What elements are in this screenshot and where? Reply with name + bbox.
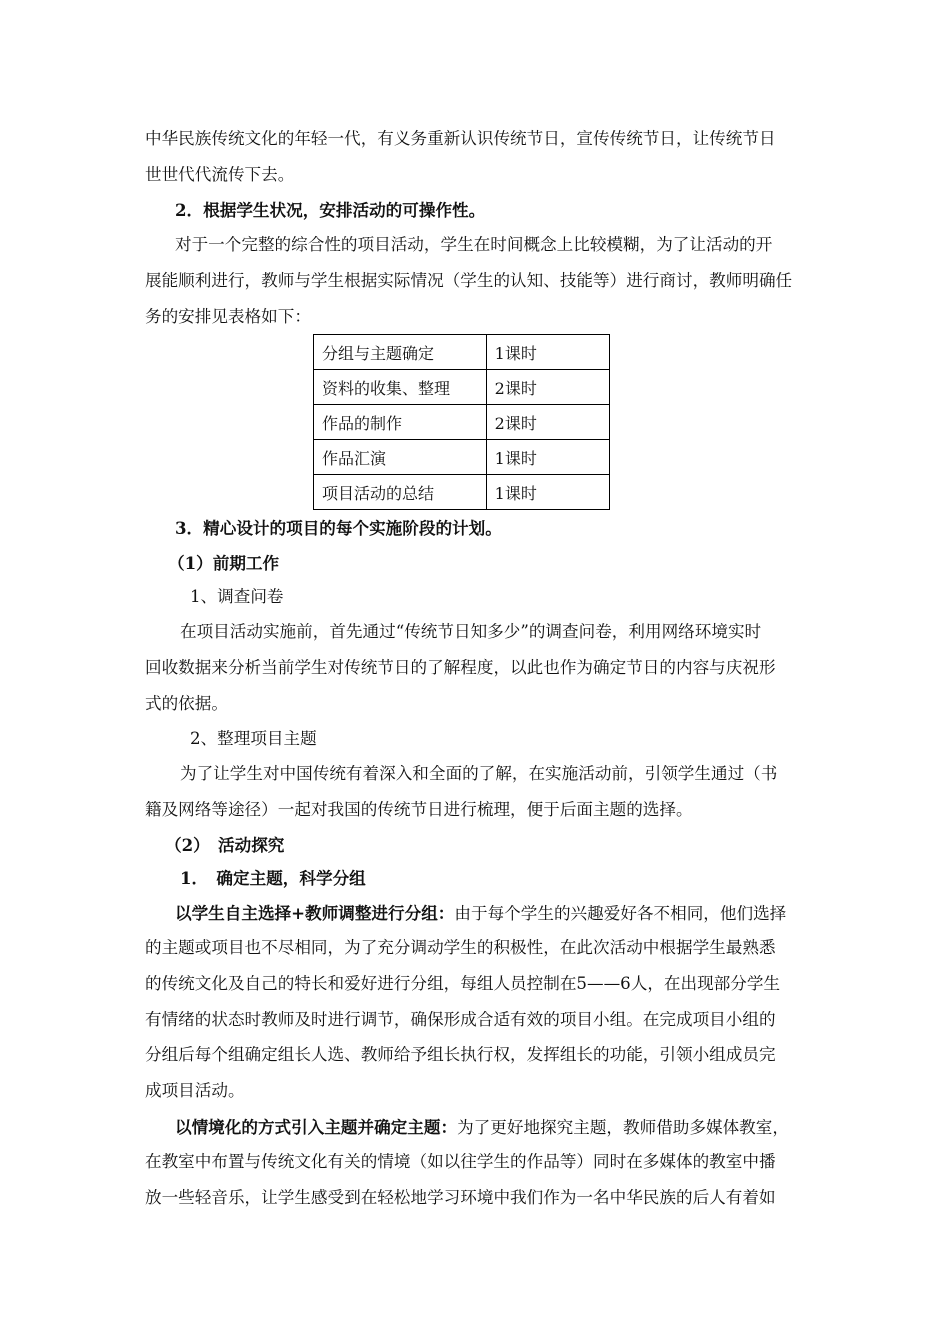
table-cell-time: 1课时 [486, 475, 609, 510]
table-row [314, 335, 610, 370]
table-row [314, 405, 610, 440]
item-heading: 2、整理项目主题 [190, 729, 317, 748]
paragraph-line [175, 1117, 789, 1138]
table-row [314, 370, 610, 405]
paragraph-text: 由于每个学生的兴趣爱好各不相同，他们选择 [454, 904, 787, 923]
subsection-heading: （2） 活动探究 [165, 835, 285, 855]
item-heading: 1． 确定主题，科学分组 [180, 868, 366, 888]
table-cell-task: 作品的制作 [314, 405, 487, 440]
table-cell-task: 分组与主题确定 [314, 335, 487, 370]
paragraph-line: 展能顺利进行，教师与学生根据实际情况（学生的认知、技能等）进行商讨，教师明确任 [145, 271, 793, 290]
paragraph-line [175, 903, 786, 924]
table-cell-time: 1课时 [486, 440, 609, 475]
paragraph-line: 回收数据来分析当前学生对传统节日的了解程度，以此也作为确定节日的内容与庆祝形 [145, 658, 776, 677]
paragraph-line: 放一些轻音乐，让学生感受到在轻松地学习环境中我们作为一名中华民族的后人有着如 [145, 1188, 776, 1207]
table-cell-task: 项目活动的总结 [314, 475, 487, 510]
table-cell-task: 资料的收集、整理 [314, 370, 487, 405]
table-row [314, 475, 610, 510]
paragraph-line: 成项目活动。 [145, 1081, 245, 1100]
paragraph-line: 对于一个完整的综合性的项目活动，学生在时间概念上比较模糊，为了让活动的开 [175, 235, 773, 254]
paragraph-text: 为了更好地探究主题，教师借助多媒体教室， [457, 1118, 789, 1137]
paragraph-line: 分组后每个组确定组长人选、教师给予组长执行权，发挥组长的功能，引领小组成员完 [145, 1045, 776, 1064]
section-heading-2: 2．根据学生状况，安排活动的可操作性。 [175, 200, 486, 220]
paragraph-line: 在教室中布置与传统文化有关的情境（如以往学生的作品等）同时在多媒体的教室中播 [145, 1152, 776, 1171]
schedule-table [313, 334, 610, 510]
paragraph-lead: 以学生自主选择+教师调整进行分组： [175, 903, 455, 923]
item-heading: 1、调查问卷 [190, 587, 284, 606]
paragraph-line: 务的安排见表格如下： [145, 307, 311, 326]
section-heading-3: 3．精心设计的项目的每个实施阶段的计划。 [175, 518, 502, 538]
paragraph-line: 在项目活动实施前，首先通过“传统节日知多少”的调查问卷，利用网络环境实时 [180, 622, 762, 641]
paragraph-line: 有情绪的状态时教师及时进行调节，确保形成合适有效的项目小组。在完成项目小组的 [145, 1010, 776, 1029]
paragraph-line: 世世代代流传下去。 [145, 165, 295, 184]
subsection-heading: （1）前期工作 [168, 553, 280, 573]
table-cell-time: 1课时 [486, 335, 609, 370]
paragraph-line: 的传统文化及自己的特长和爱好进行分组，每组人员控制在5——6人，在出现部分学生 [145, 974, 781, 993]
paragraph-lead: 以情境化的方式引入主题并确定主题： [175, 1117, 458, 1137]
paragraph-line: 的主题或项目也不尽相同，为了充分调动学生的积极性，在此次活动中根据学生最熟悉 [145, 938, 776, 957]
table-cell-time: 2课时 [486, 405, 609, 440]
paragraph-line: 中华民族传统文化的年轻一代，有义务重新认识传统节日，宣传传统节日，让传统节日 [145, 129, 776, 148]
paragraph-line: 式的依据。 [145, 694, 228, 713]
paragraph-line: 为了让学生对中国传统有着深入和全面的了解，在实施活动前，引领学生通过（书 [180, 764, 778, 783]
paragraph-line: 籍及网络等途径）一起对我国的传统节日进行梳理，便于后面主题的选择。 [145, 800, 693, 819]
table-cell-task: 作品汇演 [314, 440, 487, 475]
table-cell-time: 2课时 [486, 370, 609, 405]
table-row [314, 440, 610, 475]
